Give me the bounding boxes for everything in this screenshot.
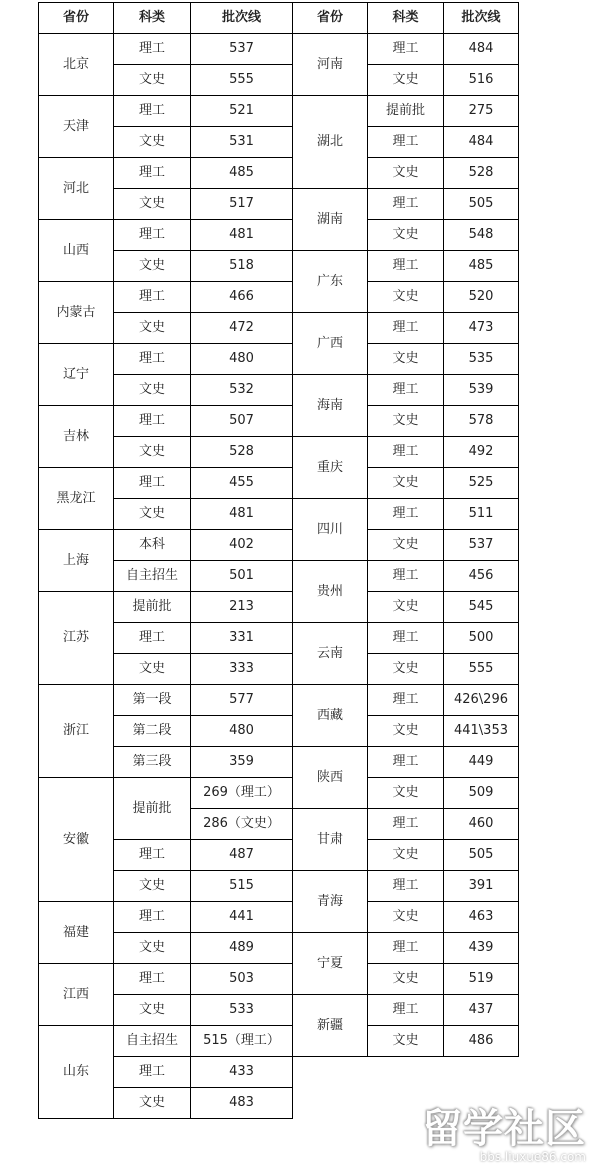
- category-cell: 提前批: [368, 96, 444, 127]
- category-cell: 本科: [114, 530, 191, 561]
- category-cell: 第二段: [114, 716, 191, 747]
- category-cell: 提前批: [114, 778, 191, 840]
- cutoff-cell: 492: [444, 437, 519, 468]
- cutoff-cell: 437: [444, 995, 519, 1026]
- table-row: [39, 964, 519, 995]
- category-cell: 理工: [368, 127, 444, 158]
- province-cell: 新疆: [293, 995, 368, 1057]
- category-cell: 第一段: [114, 685, 191, 716]
- cutoff-cell: 539: [444, 375, 519, 406]
- category-cell: 文史: [368, 468, 444, 499]
- province-cell: 河南: [293, 34, 368, 96]
- cutoff-cell: 515: [191, 871, 293, 902]
- category-cell: 理工: [368, 623, 444, 654]
- category-cell: 理工: [114, 468, 191, 499]
- category-cell: 理工: [368, 313, 444, 344]
- category-cell: 理工: [368, 189, 444, 220]
- category-cell: 文史: [368, 220, 444, 251]
- province-cell: 江苏: [39, 592, 114, 685]
- cutoff-cell: 485: [444, 251, 519, 282]
- category-cell: 理工: [114, 282, 191, 313]
- table-row: [39, 902, 519, 933]
- province-cell: 甘肃: [293, 809, 368, 871]
- province-cell: 天津: [39, 96, 114, 158]
- category-cell: 文史: [368, 654, 444, 685]
- province-cell: 西藏: [293, 685, 368, 747]
- category-cell: 理工: [114, 902, 191, 933]
- table-row: [39, 220, 519, 251]
- cutoff-cell: 555: [444, 654, 519, 685]
- province-cell: 青海: [293, 871, 368, 933]
- category-cell: 文史: [368, 65, 444, 96]
- header-cutoff-right: 批次线: [444, 3, 519, 34]
- cutoff-cell: 449: [444, 747, 519, 778]
- category-cell: 文史: [368, 282, 444, 313]
- category-cell: 理工: [368, 809, 444, 840]
- province-cell: 黑龙江: [39, 468, 114, 530]
- province-cell: 安徽: [39, 778, 114, 902]
- category-cell: 第三段: [114, 747, 191, 778]
- category-cell: 理工: [368, 685, 444, 716]
- category-cell: 文史: [368, 716, 444, 747]
- category-cell: 理工: [114, 220, 191, 251]
- category-cell: 理工: [114, 840, 191, 871]
- table-row: [39, 1026, 519, 1057]
- table-row: [39, 344, 519, 375]
- table-row: [39, 158, 519, 189]
- cutoff-cell: 391: [444, 871, 519, 902]
- cutoff-cell: 485: [191, 158, 293, 189]
- cutoff-cell: 545: [444, 592, 519, 623]
- cutoff-cell: 501: [191, 561, 293, 592]
- category-cell: 理工: [114, 1057, 191, 1088]
- cutoff-cell: 331: [191, 623, 293, 654]
- province-cell: 内蒙古: [39, 282, 114, 344]
- category-cell: 文史: [114, 189, 191, 220]
- category-cell: 理工: [368, 561, 444, 592]
- province-cell: 福建: [39, 902, 114, 964]
- category-cell: 文史: [114, 375, 191, 406]
- cutoff-cell: 537: [444, 530, 519, 561]
- cutoff-cell: 489: [191, 933, 293, 964]
- cutoff-cell: 518: [191, 251, 293, 282]
- category-cell: 文史: [114, 437, 191, 468]
- cutoff-cell: 577: [191, 685, 293, 716]
- cutoff-cell: 275: [444, 96, 519, 127]
- province-cell: 重庆: [293, 437, 368, 499]
- header-category-left: 科类: [114, 3, 191, 34]
- cutoff-cell: 516: [444, 65, 519, 96]
- cutoff-cell: 528: [191, 437, 293, 468]
- province-cell: 上海: [39, 530, 114, 592]
- category-cell: 理工: [114, 96, 191, 127]
- province-cell: 广西: [293, 313, 368, 375]
- cutoff-cell: 484: [444, 34, 519, 65]
- category-cell: 文史: [114, 871, 191, 902]
- category-cell: 理工: [368, 747, 444, 778]
- cutoff-cell: 359: [191, 747, 293, 778]
- cutoff-cell: 555: [191, 65, 293, 96]
- category-cell: 文史: [368, 964, 444, 995]
- cutoff-cell: 503: [191, 964, 293, 995]
- province-cell: 江西: [39, 964, 114, 1026]
- cutoff-cell: 505: [444, 840, 519, 871]
- category-cell: 理工: [368, 933, 444, 964]
- cutoff-cell: 532: [191, 375, 293, 406]
- watermark-url: bbs.liuxue86.com: [479, 1150, 586, 1164]
- header-category-right: 科类: [368, 3, 444, 34]
- province-cell: 山东: [39, 1026, 114, 1119]
- cutoff-cell: 286（文史）: [191, 809, 293, 840]
- category-cell: 理工: [114, 344, 191, 375]
- cutoff-cell: 537: [191, 34, 293, 65]
- cutoff-cell: 480: [191, 344, 293, 375]
- province-cell: 湖南: [293, 189, 368, 251]
- cutoff-cell: 535: [444, 344, 519, 375]
- cutoff-cell: 487: [191, 840, 293, 871]
- table-row: [39, 685, 519, 716]
- cutoff-cell: 426\296: [444, 685, 519, 716]
- cutoff-cell: 548: [444, 220, 519, 251]
- cutoff-cell: 528: [444, 158, 519, 189]
- category-cell: 理工: [114, 158, 191, 189]
- category-cell: 文史: [114, 313, 191, 344]
- cutoff-cell: 480: [191, 716, 293, 747]
- category-cell: 文史: [368, 778, 444, 809]
- province-cell: 河北: [39, 158, 114, 220]
- category-cell: 理工: [368, 995, 444, 1026]
- province-cell: 陕西: [293, 747, 368, 809]
- cutoff-cell: 486: [444, 1026, 519, 1057]
- cutoff-cell: 463: [444, 902, 519, 933]
- table-row: [39, 406, 519, 437]
- category-cell: 理工: [368, 871, 444, 902]
- table-row: [39, 468, 519, 499]
- table-row: [39, 592, 519, 623]
- cutoff-cell: 441\353: [444, 716, 519, 747]
- province-cell: 四川: [293, 499, 368, 561]
- cutoff-cell: 333: [191, 654, 293, 685]
- category-cell: 文史: [368, 344, 444, 375]
- header-province-left: 省份: [39, 3, 114, 34]
- category-cell: 文史: [114, 995, 191, 1026]
- province-cell: 广东: [293, 251, 368, 313]
- category-cell: 理工: [368, 251, 444, 282]
- table-row: [39, 34, 519, 65]
- province-cell: 湖北: [293, 96, 368, 189]
- cutoff-cell: 466: [191, 282, 293, 313]
- cutoff-cell: 441: [191, 902, 293, 933]
- category-cell: 文史: [114, 499, 191, 530]
- cutoff-cell: 520: [444, 282, 519, 313]
- category-cell: 理工: [368, 499, 444, 530]
- category-cell: 自主招生: [114, 561, 191, 592]
- table-body: [39, 34, 519, 1119]
- category-cell: 自主招生: [114, 1026, 191, 1057]
- category-cell: 提前批: [114, 592, 191, 623]
- province-cell: 辽宁: [39, 344, 114, 406]
- category-cell: 文史: [368, 902, 444, 933]
- cutoff-cell: 519: [444, 964, 519, 995]
- score-table: [38, 2, 519, 1119]
- cutoff-cell: 511: [444, 499, 519, 530]
- category-cell: 理工: [114, 964, 191, 995]
- province-cell: 浙江: [39, 685, 114, 778]
- category-cell: 文史: [114, 251, 191, 282]
- category-cell: 文史: [368, 1026, 444, 1057]
- category-cell: 理工: [114, 623, 191, 654]
- cutoff-cell: 460: [444, 809, 519, 840]
- category-cell: 文史: [114, 1088, 191, 1119]
- category-cell: 文史: [368, 530, 444, 561]
- cutoff-cell: 509: [444, 778, 519, 809]
- cutoff-cell: 473: [444, 313, 519, 344]
- category-cell: 文史: [114, 933, 191, 964]
- cutoff-cell: 433: [191, 1057, 293, 1088]
- category-cell: 理工: [368, 34, 444, 65]
- cutoff-cell: 531: [191, 127, 293, 158]
- cutoff-cell: 484: [444, 127, 519, 158]
- header-province-right: 省份: [293, 3, 368, 34]
- cutoff-cell: 439: [444, 933, 519, 964]
- cutoff-cell: 525: [444, 468, 519, 499]
- province-cell: 贵州: [293, 561, 368, 623]
- province-cell: 山西: [39, 220, 114, 282]
- cutoff-cell: 517: [191, 189, 293, 220]
- category-cell: 文史: [368, 406, 444, 437]
- province-cell: 宁夏: [293, 933, 368, 995]
- category-cell: 理工: [114, 406, 191, 437]
- table-row: [39, 530, 519, 561]
- category-cell: 理工: [368, 375, 444, 406]
- cutoff-cell: 505: [444, 189, 519, 220]
- category-cell: 理工: [114, 34, 191, 65]
- category-cell: 文史: [114, 65, 191, 96]
- cutoff-cell: 472: [191, 313, 293, 344]
- table-row: [39, 778, 519, 809]
- category-cell: 文史: [114, 654, 191, 685]
- cutoff-cell: 533: [191, 995, 293, 1026]
- cutoff-cell: 213: [191, 592, 293, 623]
- cutoff-cell: 578: [444, 406, 519, 437]
- category-cell: 文史: [368, 840, 444, 871]
- watermark-logo: [422, 1097, 586, 1164]
- cutoff-cell: 481: [191, 499, 293, 530]
- category-cell: 文史: [368, 592, 444, 623]
- cutoff-cell: 521: [191, 96, 293, 127]
- cutoff-cell: 515（理工）: [191, 1026, 293, 1057]
- category-cell: 文史: [368, 158, 444, 189]
- category-cell: 文史: [114, 127, 191, 158]
- header-row: [39, 3, 519, 34]
- cutoff-cell: 500: [444, 623, 519, 654]
- province-cell: 海南: [293, 375, 368, 437]
- province-cell: 云南: [293, 623, 368, 685]
- category-cell: 理工: [368, 437, 444, 468]
- table-row: [39, 96, 519, 127]
- cutoff-cell: 483: [191, 1088, 293, 1119]
- province-cell: 吉林: [39, 406, 114, 468]
- table-row: [39, 282, 519, 313]
- province-cell: 北京: [39, 34, 114, 96]
- cutoff-cell: 507: [191, 406, 293, 437]
- cutoff-cell: 402: [191, 530, 293, 561]
- cutoff-cell: 455: [191, 468, 293, 499]
- cutoff-cell: 481: [191, 220, 293, 251]
- watermark-logo-text: 留学社区: [422, 1106, 586, 1152]
- cutoff-cell: 269（理工）: [191, 778, 293, 809]
- header-cutoff-left: 批次线: [191, 3, 293, 34]
- cutoff-cell: 456: [444, 561, 519, 592]
